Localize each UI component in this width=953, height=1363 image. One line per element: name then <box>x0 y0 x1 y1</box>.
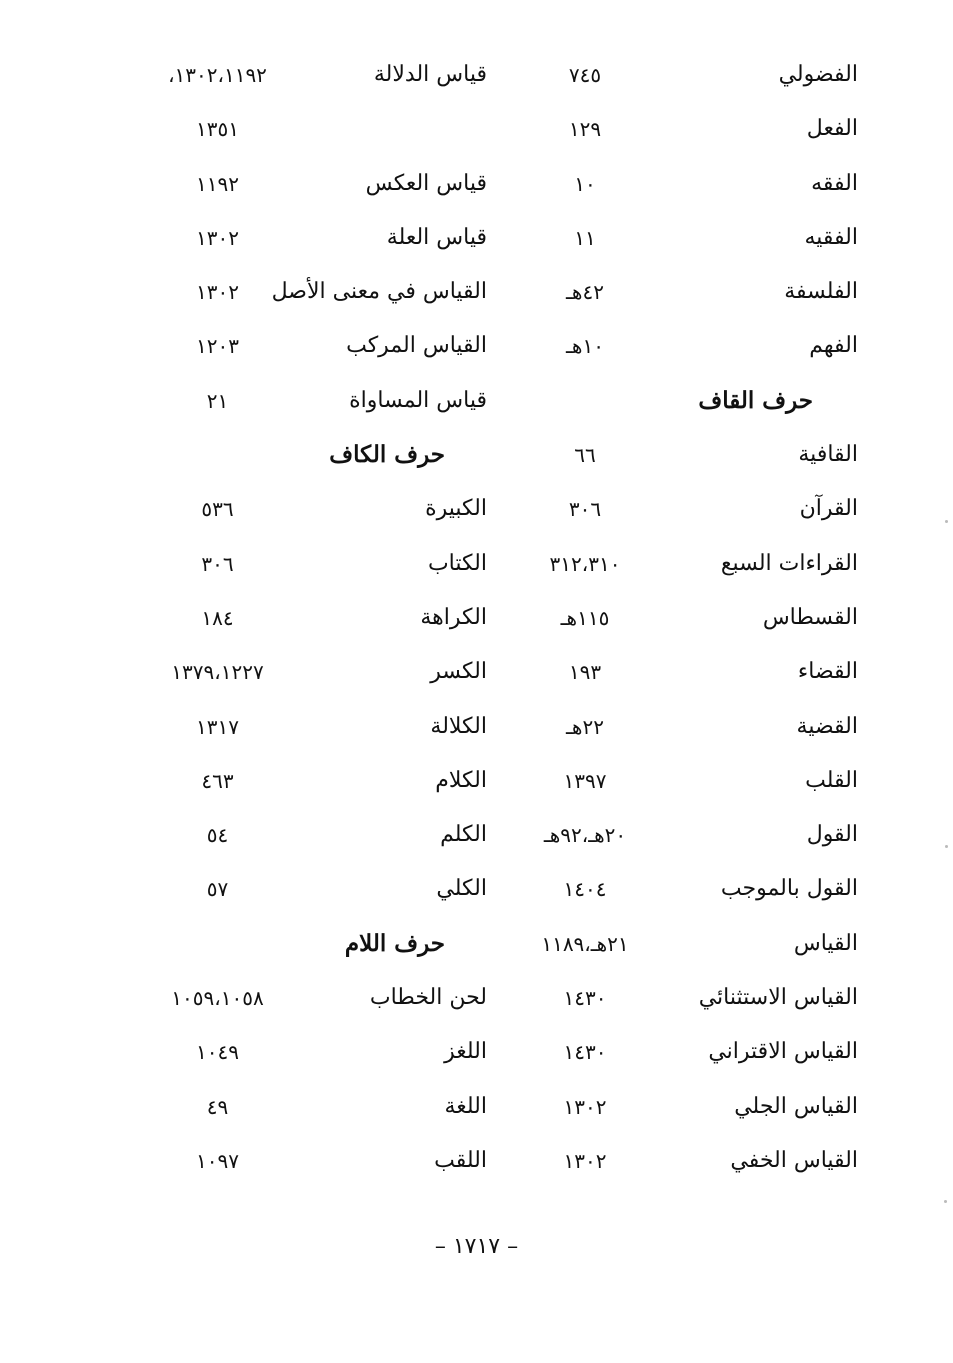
page-reference: ١٣٠٢ <box>563 1094 607 1119</box>
index-table <box>0 50 953 1190</box>
index-term: القياس الخفي <box>730 1147 858 1173</box>
index-term: قياس العلة <box>386 224 487 250</box>
index-term: اللغة <box>444 1093 487 1119</box>
index-row <box>0 756 953 810</box>
index-row <box>0 647 953 701</box>
index-term: الفعل <box>806 116 858 142</box>
page-reference: ١٣٠٢،١١٩٢، <box>168 63 267 87</box>
index-term: الكلالة <box>430 713 487 739</box>
index-term: القول <box>806 822 858 848</box>
index-term: الكلام <box>435 767 487 793</box>
page-reference: ١٢٩ <box>568 117 602 142</box>
letter-heading: حرف القاف <box>698 386 813 414</box>
page-reference: ١٣١٧ <box>196 714 239 739</box>
index-term: قياس المساواة <box>349 387 487 413</box>
index-row <box>0 430 953 484</box>
index-term: لحن الخطاب <box>369 985 487 1011</box>
page-reference: ٧٤٥ <box>568 63 602 87</box>
page-reference: ١٣٠٢ <box>196 280 239 305</box>
index-term: الفقيه <box>804 224 858 250</box>
page-reference: ٢١ <box>206 388 229 413</box>
scan-speck <box>945 845 948 848</box>
page-reference: ١٢٠٣ <box>196 334 239 359</box>
page-reference: ١٣٧٩،١٢٢٧ <box>171 660 264 685</box>
index-term: اللغز <box>444 1039 487 1065</box>
letter-heading: حرف اللام <box>344 929 445 957</box>
index-term: القياس الجلي <box>734 1093 858 1119</box>
index-term: قياس العكس <box>365 170 487 196</box>
index-term: الكسر <box>430 659 487 685</box>
index-term: القياس الاستثنائي <box>698 985 858 1011</box>
page-reference: ١٩٣ <box>568 660 602 685</box>
page-reference: ٥٧ <box>206 877 229 902</box>
page-reference: ١٣٠٢ <box>563 1148 607 1173</box>
page-reference: ١٠ <box>574 171 596 196</box>
page-reference: ١٤٣٠ <box>563 986 607 1011</box>
page-reference: ١٤٣٠ <box>563 1040 607 1065</box>
index-row <box>0 1027 953 1081</box>
page-reference: ١٠٩٧ <box>196 1148 239 1173</box>
page-reference: ٣١٢،٣١٠ <box>549 551 621 576</box>
index-row <box>0 593 953 647</box>
page-reference: ١١٥هـ <box>560 605 610 630</box>
index-row <box>0 376 953 430</box>
page-reference: ١١٩٢ <box>196 171 239 196</box>
index-term: الكلي <box>436 876 487 902</box>
index-row <box>0 810 953 864</box>
index-row <box>0 864 953 918</box>
page-reference: ٢٠هـ،٩٢هـ <box>543 823 627 848</box>
page-reference: ١٣٩٧ <box>563 768 607 793</box>
page-number: – ١٧١٧ – <box>434 1234 519 1259</box>
page-reference: ٤٢هـ <box>566 280 604 305</box>
page-reference: ٢١هـ،١١٨٩ <box>541 931 629 956</box>
index-row <box>0 1136 953 1190</box>
index-term: القول بالموجب <box>720 876 858 902</box>
page-reference: ٢٢هـ <box>566 714 604 739</box>
index-row <box>0 267 953 321</box>
index-row <box>0 321 953 375</box>
index-term: القياس الاقتراني <box>708 1039 858 1065</box>
page-reference: ١٣٥١ <box>196 117 239 142</box>
index-term: الفضولي <box>778 62 858 87</box>
index-term: الكلم <box>440 822 487 848</box>
index-term: اللقب <box>434 1147 487 1173</box>
page-reference: ١٠هـ <box>566 334 604 359</box>
index-term: قياس الدلالة <box>373 62 487 87</box>
page-reference: ٤٦٣ <box>201 768 234 793</box>
index-term: القياس المركب <box>346 333 487 359</box>
index-row <box>0 539 953 593</box>
index-row <box>0 104 953 158</box>
index-row <box>0 50 953 104</box>
index-row <box>0 159 953 213</box>
index-term: القسطاس <box>762 604 858 630</box>
index-term: الكبيرة <box>425 496 487 522</box>
index-term: القلب <box>805 767 858 793</box>
page-reference: ١٠٤٩ <box>196 1040 239 1065</box>
page-reference: ١٠٥٩،١٠٥٨ <box>171 986 264 1011</box>
index-row <box>0 213 953 267</box>
page-reference: ٣٠٦ <box>201 551 234 576</box>
page-reference: ٣٠٦ <box>568 497 602 522</box>
letter-heading: حرف الكاف <box>329 441 445 469</box>
page-reference: ٦٦ <box>574 443 596 468</box>
index-term: القراءات السبع <box>720 550 858 576</box>
index-term: القياس <box>793 930 858 956</box>
scan-speck <box>944 1200 947 1203</box>
page-reference: ١٨٤ <box>201 605 234 630</box>
index-row <box>0 973 953 1027</box>
index-term: القضية <box>796 713 858 739</box>
index-term: الفلسفة <box>784 279 858 305</box>
index-term: الفهم <box>809 333 858 359</box>
index-term: القضاء <box>797 659 858 685</box>
index-row <box>0 919 953 973</box>
index-term: القافية <box>798 442 858 468</box>
index-term: الكتاب <box>427 550 487 576</box>
index-term: القياس في معنى الأصل <box>271 279 487 305</box>
page-reference: ٥٣٦ <box>201 497 234 522</box>
page-reference: ١٤٠٤ <box>563 877 607 902</box>
page-reference: ١١ <box>574 225 596 250</box>
scan-speck <box>945 520 948 523</box>
index-row <box>0 484 953 538</box>
index-row <box>0 1082 953 1136</box>
page-reference: ١٣٠٢ <box>196 225 239 250</box>
index-term: الكراهة <box>420 604 487 630</box>
page-reference: ٥٤ <box>206 823 229 848</box>
index-row <box>0 702 953 756</box>
index-term: الفقه <box>811 170 858 196</box>
index-term: القرآن <box>799 496 858 522</box>
page-reference: ٤٩ <box>206 1094 229 1119</box>
